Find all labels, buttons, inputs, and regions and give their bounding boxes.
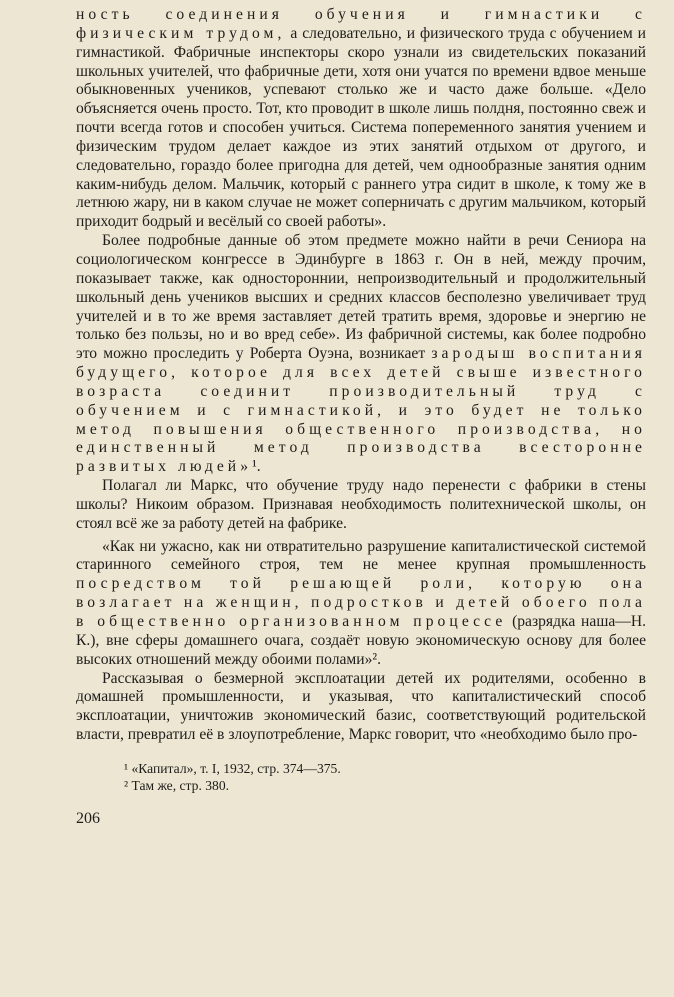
spaced-emphasis-text: посредством той решающей роли, которую она возлагает на женщин, подростков и детей обоего пола в общественно организованном процессе [76,575,646,630]
text-segment: Более подробные данные об этом предмете можно найти в речи Сениора на социологическом конгрессе в Эдинбурге в 1863 г. Он в ней, между прочим, показывает также, как одностороннии, непроизводительный и продолжительный школьный день учеников высших и средних классов бесполезно увеличивает труд учителей и в то же время заставляет детей тратить время, здоровье и энергию не только без пользы, но и во вред себе». Из фабричной системы, как более подробно это можно проследить у Роберта Оуэна, возникает [76,232,646,363]
spaced-emphasis-text: ность соединения обучения и гимнастики с физическим трудом, [76,6,646,42]
paragraph [76,477,646,534]
text-segment: «Как ни ужасно, как ни отвратительно разрушение капиталистической системой старинного семейного строя, тем не менее крупная промышленность [76,537,646,574]
spaced-emphasis-text: зародыш воспитания будущего, которое для всех детей свыше известного возраста соединит производительный труд с обучением и с гимнастикой, и это будет не только метод повышения общественного производства, но единственный метод производства всесторонне развитых людей» [76,345,646,476]
footnotes [76,760,646,794]
text-segment: Полагал ли Маркс, что обучение труду надо перенести с фабрики в стены школы? Никоим образом. Признавая необходимость политехнической школы, он стоял всё же за работу детей на фабрике. [76,477,646,532]
paragraph [76,538,646,670]
page-number: 206 [76,809,100,827]
paragraph [76,6,646,232]
text-segment: а следовательно, и физического труда с обучением и гимнастикой. Фабричные инспекторы скоро узнали из свидетельских показаний школьных учителей, что фабричные дети, хотя они учатся по времени вдвое меньше обыкновенных учеников, успевают столько же и часто даже больше. «Дело объясняется очень просто. Тот, кто проводит в школе лишь полдня, постоянно свеж и почти всегда готов и способен учиться. Система попеременного занятия учением и физическим трудом делает каждое из этих занятий отдыхом от другого, и следовательно, гораздо более пригодна для детей, чем однообразные занятия одним каким-нибудь делом. Мальчик, который с раннего утра сидит в школе, к тому же в летнюю жару, ни в каком случае не может соперничать с другим мальчиком, который приходит бодрый и весёлый со своей работы». [76,24,646,231]
text-segment: ¹. [252,458,261,476]
paragraph [76,232,646,477]
footnote-2: ² Там же, стр. 380. [124,777,230,793]
body-text [76,6,646,745]
text-segment: (разрядка наша—Н. К.), вне сферы домашнего очага, создаёт новую экономическую основу для более высоких отношений между обоими полами»². [76,613,646,668]
footnote-1: ¹ «Капитал», т. I, 1932, стр. 374—375. [124,760,341,776]
text-segment: Рассказывая о безмерной эксплоатации детей их родителями, особенно в домашней промышленности, и указывая, что капиталистический способ эксплоатации, уничтожив экономический базис, соответствующий родительской власти, превратил её в злоупотребление, Маркс говорит, что «необходимо было про- [76,669,646,744]
paragraph [76,670,646,745]
